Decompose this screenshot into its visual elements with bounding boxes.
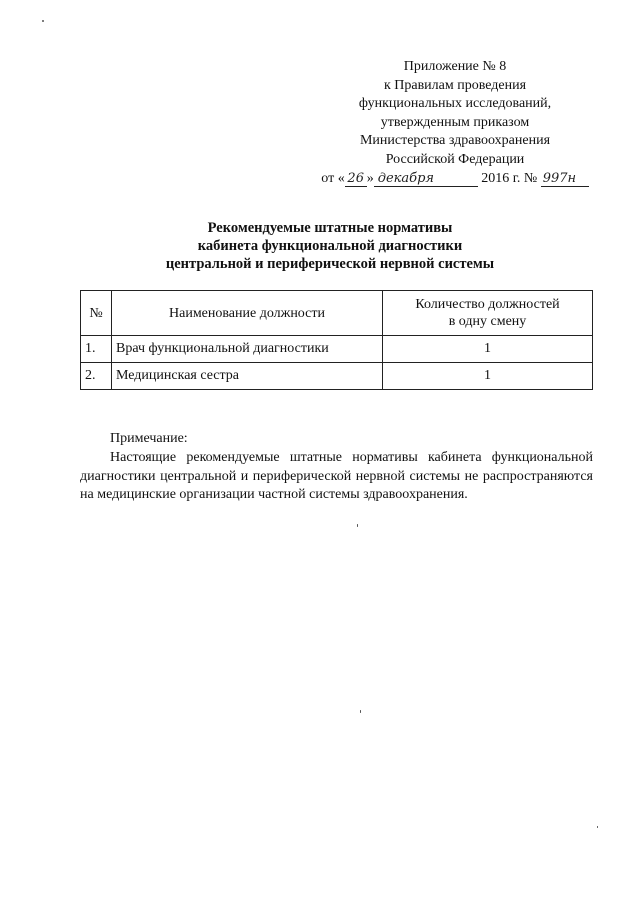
document-title (60, 219, 600, 273)
row-position-name: Врач функциональной диагностики (112, 336, 383, 363)
staffing-table (80, 290, 593, 390)
header-quantity (383, 291, 593, 336)
title-line: кабинета функциональной диагностики (197, 238, 463, 254)
row-number: 2. (81, 363, 112, 390)
row-quantity: 1 (383, 363, 593, 390)
order-date-line (320, 170, 590, 189)
header-line: утвержденным приказом (380, 114, 530, 130)
date-month-handwritten: декабря (377, 170, 435, 186)
header-position-name: Наименование должности (112, 291, 383, 336)
date-quote-close: » (366, 170, 374, 186)
scan-speck (597, 826, 598, 828)
scan-speck (360, 710, 361, 713)
date-year-text: 2016 г. № (481, 170, 538, 186)
header-number: № (81, 291, 112, 336)
row-number: 1. (81, 336, 112, 363)
header-quantity-line1: Количество должностей (415, 297, 560, 312)
row-position-name: Медицинская сестра (112, 363, 383, 390)
title-line: центральной и периферической нервной системы (165, 256, 495, 272)
date-month-blank (374, 172, 478, 187)
row-quantity: 1 (383, 336, 593, 363)
header-line: функциональных исследований, (358, 96, 552, 112)
date-prefix: от « (321, 170, 345, 186)
scan-speck (357, 524, 358, 527)
order-number-handwritten: 997н (542, 170, 577, 186)
order-number-blank (541, 172, 589, 187)
note-text: Настоящие рекомендуемые штатные нормативы кабинета функциональной диагностики центральной и периферической нервной системы не распространяются на медицинские организации частной системы здравоохранения. (80, 450, 593, 502)
table-header-row (81, 291, 593, 336)
header-line: к Правилам проведения (383, 77, 527, 93)
title-line: Рекомендуемые штатные нормативы (207, 220, 453, 236)
table-row (81, 363, 593, 390)
header-quantity-line2: в одну смену (448, 314, 527, 329)
table-row (81, 336, 593, 363)
header-line: Приложение № 8 (403, 59, 507, 74)
scan-speck (42, 20, 44, 22)
date-day-handwritten: 26 (347, 170, 364, 186)
header-line: Министерства здравоохранения (359, 133, 551, 149)
date-day-blank (345, 172, 367, 187)
note-heading: Примечание: (110, 431, 188, 446)
appendix-header (320, 58, 590, 188)
header-line: Российской Федерации (385, 151, 525, 167)
